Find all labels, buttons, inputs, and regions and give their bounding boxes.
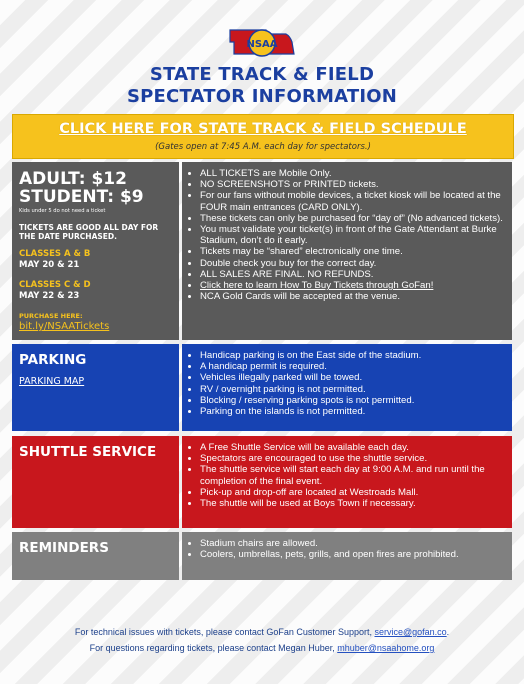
classes-cd-dates: MAY 22 & 23: [19, 291, 80, 301]
footer-text-2: For questions regarding tickets, please contact Megan Huber,: [89, 643, 338, 653]
list-item: • Double check you buy for the correct day.: [200, 258, 504, 269]
list-item: • ALL TICKETS are Mobile Only.: [200, 168, 504, 179]
gates-note: (Gates open at 7:45 A.M. each day for spectators.): [155, 142, 371, 152]
list-item: • You must validate your ticket(s) in front of the Gate Attendant at Burke Stadium, don’t do it early.: [200, 224, 504, 246]
list-item: • NO SCREENSHOTS or PRINTED tickets.: [200, 179, 504, 190]
list-item: • A Free Shuttle Service will be available each day.: [200, 442, 504, 453]
purchase-link[interactable]: bit.ly/NSAATickets: [19, 321, 110, 332]
schedule-banner: [12, 114, 514, 159]
logo-text: NSAA: [246, 39, 278, 50]
nsaa-contact-email-link[interactable]: mhuber@nsaahome.org: [337, 643, 435, 653]
gofan-support-email-link[interactable]: service@gofan.co: [374, 627, 447, 637]
classes-cd-label: CLASSES C & D: [19, 280, 91, 290]
nsaa-logo: [226, 22, 298, 64]
reminders-heading: REMINDERS: [19, 540, 109, 556]
list-item: • Handicap parking is on the East side of the stadium.: [200, 350, 504, 361]
adult-price: ADULT: $12: [19, 169, 127, 189]
gofan-howto-link[interactable]: Click here to learn How To Buy Tickets through GoFan!: [200, 280, 434, 292]
list-item: • Spectators are encouraged to use the shuttle service.: [200, 453, 504, 464]
good-all-day-note: TICKETS ARE GOOD ALL DAY FOR THE DATE PURCHASED.: [19, 223, 159, 241]
footer-line-2: [0, 643, 524, 653]
list-item: • The shuttle service will start each day at 9:00 A.M. and run until the completion of the final event.: [200, 464, 504, 486]
kids-note: Kids under 5 do not need a ticket: [19, 208, 106, 214]
tickets-rules-list: [182, 162, 512, 306]
list-item: • NCA Gold Cards will be accepted at the venue.: [200, 291, 504, 302]
purchase-label: PURCHASE HERE:: [19, 312, 83, 320]
list-item: • Blocking / reserving parking spots is not permitted.: [200, 395, 504, 406]
parking-rules-list: [182, 344, 512, 421]
shuttle-heading: SHUTTLE SERVICE: [19, 444, 157, 460]
list-item: [200, 280, 504, 291]
student-price: STUDENT: $9: [19, 187, 144, 207]
shuttle-rules-panel: [182, 436, 512, 528]
list-item: • Pick-up and drop-off are located at Westroads Mall.: [200, 487, 504, 498]
schedule-link[interactable]: CLICK HERE FOR STATE TRACK & FIELD SCHEDULE: [59, 121, 467, 137]
footer-text-1: For technical issues with tickets, please contact GoFan Customer Support,: [74, 627, 375, 637]
list-item: • Coolers, umbrellas, pets, grills, and open fires are prohibited.: [200, 549, 504, 560]
list-item: • These tickets can only be purchased for “day of” (No advanced tickets).: [200, 213, 504, 224]
list-item: • ALL SALES ARE FINAL. NO REFUNDS.: [200, 269, 504, 280]
shuttle-section: [12, 436, 512, 528]
list-item: • Parking on the islands is not permitted.: [200, 406, 504, 417]
classes-ab-label: CLASSES A & B: [19, 249, 91, 259]
list-item: • Stadium chairs are allowed.: [200, 538, 504, 549]
parking-heading: PARKING: [19, 352, 87, 368]
parking-map-link[interactable]: PARKING MAP: [19, 376, 85, 387]
list-item: • For our fans without mobile devices, a ticket kiosk will be located at the FOUR main entrances (CARD ONLY).: [200, 190, 504, 212]
list-item: • The shuttle will be used at Boys Town if necessary.: [200, 498, 504, 509]
tickets-rules-panel: [182, 162, 512, 340]
reminders-list: [182, 532, 512, 564]
shuttle-heading-panel: [12, 436, 179, 528]
shuttle-rules-list: [182, 436, 512, 513]
list-item: • Vehicles illegally parked will be towed.: [200, 372, 504, 383]
tickets-info-panel: [12, 162, 179, 340]
reminders-section: [12, 532, 512, 580]
reminders-panel: [182, 532, 512, 580]
parking-section: [12, 344, 512, 431]
footer-period: .: [446, 627, 450, 637]
parking-rules-panel: [182, 344, 512, 431]
list-item: • A handicap permit is required.: [200, 361, 504, 372]
list-item: • Tickets may be “shared” electronically one time.: [200, 246, 504, 257]
reminders-heading-panel: [12, 532, 179, 580]
title-line-1: STATE TRACK & FIELD: [149, 64, 375, 85]
tickets-section: [12, 162, 512, 340]
title-line-2: SPECTATOR INFORMATION: [127, 86, 397, 107]
parking-heading-panel: [12, 344, 179, 431]
list-item: • RV / overnight parking is not permitted.: [200, 384, 504, 395]
footer-line-1: [0, 627, 524, 637]
classes-ab-dates: MAY 20 & 21: [19, 260, 80, 270]
